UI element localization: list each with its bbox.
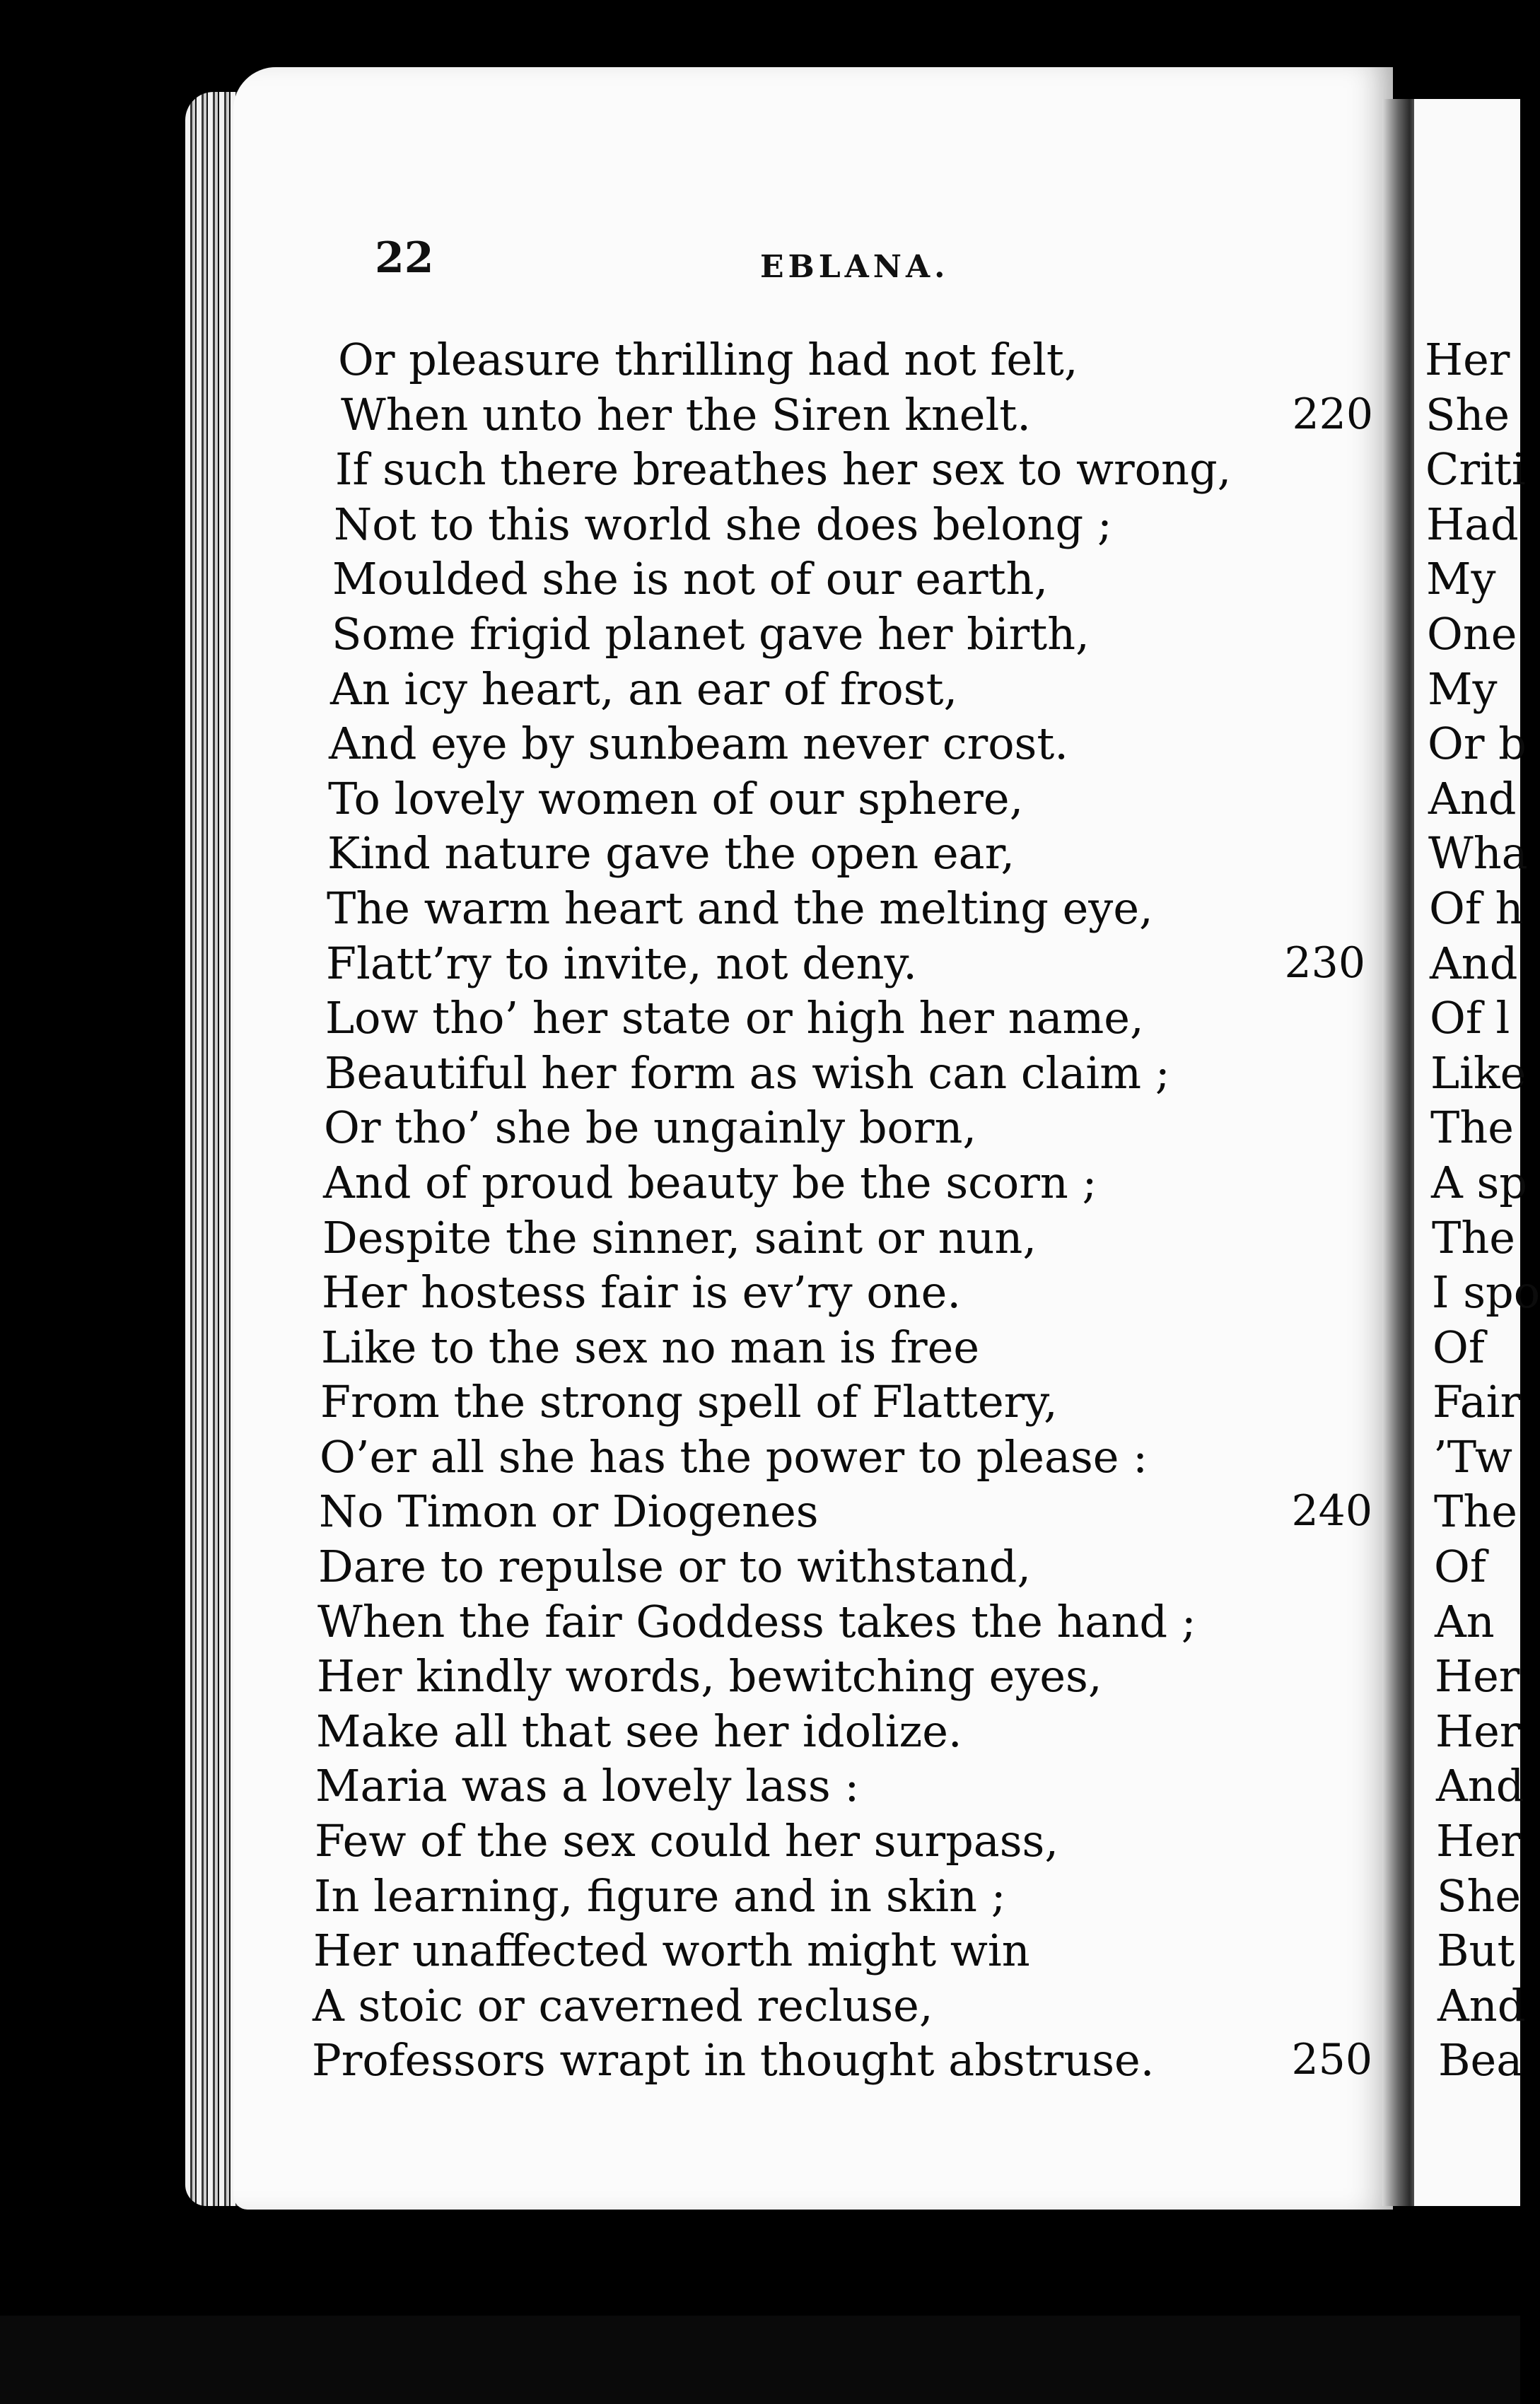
poem-line-text: An icy heart, an ear of frost, [330, 663, 958, 715]
poem-line-text: Not to this world she does belong ; [334, 498, 1112, 550]
facing-page-fragment: Like [1430, 1046, 1527, 1099]
poem-line [325, 991, 1365, 1046]
poem-line [326, 936, 1365, 991]
facing-page-fragment: And [1430, 937, 1518, 989]
line-number: 230 [1284, 938, 1365, 988]
poem-line [315, 1758, 1369, 1814]
facing-page-fragment: Of l [1430, 992, 1510, 1044]
facing-page-fragment: My [1428, 663, 1498, 715]
poem-line-text: When unto her the Siren knelt. [341, 388, 1031, 440]
poem-line-text: Some frigid planet gave her birth, [332, 607, 1090, 660]
poem-line [328, 771, 1360, 827]
poem-text [312, 332, 1373, 2088]
poem-line-text: And of proud beauty be the scorn ; [323, 1156, 1097, 1208]
poem-line [330, 662, 1363, 717]
facing-page-fragment: Her [1435, 1705, 1521, 1757]
facing-page-fragment: Her [1425, 334, 1510, 385]
poem-line-text: Like to the sex no man is free [321, 1321, 980, 1373]
page-header [375, 233, 1011, 290]
poem-line-text: The warm heart and the melting eye, [327, 882, 1153, 934]
poem-line-text: No Timon or Diogenes [319, 1486, 819, 1538]
facing-page-fragment: Fair [1433, 1376, 1522, 1428]
poem-line [321, 1320, 1360, 1375]
facing-page-fragment: I spo [1432, 1266, 1540, 1319]
facing-page-fragment: A sp [1431, 1156, 1527, 1208]
facing-page-fragment: Of h [1429, 882, 1524, 934]
poem-line [319, 1484, 1372, 1539]
facing-page-fragment: An [1435, 1595, 1495, 1647]
poem-line [313, 1923, 1367, 1978]
poem-line-text: Her kindly words, bewitching eyes, [317, 1650, 1102, 1703]
poem-line [313, 1978, 1366, 2034]
facing-page-fragment: The [1432, 1211, 1515, 1264]
poem-line-text: Her hostess fair is ev’ry one. [322, 1266, 962, 1319]
poem-line-text: Low tho’ her state or high her name, [325, 992, 1144, 1044]
poem-line-text: O’er all she has the power to please : [320, 1430, 1148, 1483]
running-head: EBLANA. [760, 249, 950, 285]
poem-line-text: And eye by sunbeam never crost. [329, 718, 1068, 770]
poem-line-text: Few of the sex could her surpass, [315, 1815, 1059, 1867]
poem-line [322, 1265, 1361, 1320]
facing-page-fragment: The [1434, 1486, 1517, 1538]
poem-line [334, 497, 1366, 552]
facing-page-fragment: Her [1435, 1650, 1520, 1703]
facing-page-fragment: She [1425, 388, 1510, 440]
facing-page-fragment: Had [1426, 498, 1519, 550]
poem-line [341, 387, 1373, 443]
poem-line-text: Professors wrapt in thought abstruse. [312, 2034, 1155, 2087]
facing-page-fragment: But [1437, 1925, 1515, 1977]
poem-line [323, 1155, 1363, 1210]
facing-page-fragment: And [1437, 1979, 1526, 2031]
poem-line [317, 1594, 1371, 1650]
poem-line [322, 1210, 1362, 1266]
poem-line [320, 1375, 1360, 1430]
poem-line [332, 607, 1364, 662]
line-number: 250 [1291, 2035, 1372, 2085]
poem-line [332, 552, 1365, 607]
facing-page-fragment: My [1426, 553, 1496, 605]
poem-line-text: To lovely women of our sphere, [328, 772, 1024, 824]
facing-page-fragment: One [1427, 607, 1517, 660]
facing-page-fragment: And [1428, 772, 1517, 824]
poem-line [335, 442, 1367, 497]
poem-line-text: From the strong spell of Flattery, [320, 1376, 1058, 1428]
poem-line-text: Dare to repulse or to withstand, [318, 1541, 1032, 1593]
poem-line-text: Flatt’ry to invite, not deny. [326, 937, 918, 989]
line-number: 220 [1292, 389, 1373, 439]
poem-line [315, 1814, 1368, 1869]
facing-page-fragment: Wha [1428, 827, 1528, 880]
facing-page-fragment: The [1430, 1102, 1514, 1154]
facing-page-fragments [1425, 332, 1540, 2088]
poem-line [327, 881, 1359, 936]
poem-line-text: In learning, figure and in skin ; [314, 1869, 1006, 1922]
line-number: 240 [1291, 1486, 1372, 1536]
poem-line-text: Or tho’ she be ungainly born, [324, 1102, 977, 1154]
poem-line-text: Her unaffected worth might win [313, 1925, 1030, 1977]
poem-line-text: Beautiful her form as wish can claim ; [325, 1046, 1170, 1099]
facing-page-fragment: Of [1433, 1321, 1485, 1373]
poem-line-text: Maria was a lovely lass : [315, 1760, 860, 1812]
poem-line-text: When the fair Goddess takes the hand ; [317, 1595, 1196, 1647]
page-number: 22 [375, 233, 434, 283]
facing-page-fragment: Criti [1425, 443, 1526, 496]
poem-line [324, 1100, 1363, 1155]
poem-line-text: Moulded she is not of our earth, [332, 553, 1049, 605]
facing-page-fragment: Her [1436, 1815, 1522, 1867]
poem-line [314, 1869, 1367, 1924]
poem-line [316, 1704, 1370, 1759]
facing-page-fragment: ’Tw [1433, 1430, 1512, 1483]
facing-page-fragment: She [1437, 1869, 1522, 1922]
poem-line [325, 1046, 1364, 1101]
poem-line [338, 332, 1370, 387]
scan-border [0, 2316, 1520, 2404]
poem-line-text: Or pleasure thrilling had not felt, [338, 334, 1078, 385]
poem-line-text: If such there breathes her sex to wrong, [335, 443, 1232, 496]
poem-line [312, 2033, 1372, 2088]
poem-line-text: Kind nature gave the open ear, [327, 827, 1015, 880]
poem-line [320, 1430, 1359, 1485]
facing-page-fragment: Of [1434, 1541, 1486, 1593]
poem-line-text: Make all that see her idolize. [316, 1705, 962, 1757]
poem-line-text: A stoic or caverned recluse, [313, 1979, 933, 2031]
poem-line [327, 826, 1360, 881]
facing-page-fragment: And [1436, 1760, 1524, 1812]
facing-page-fragment: Bea [1438, 2034, 1523, 2087]
facing-page-fragment: Or b [1428, 718, 1527, 770]
poem-line [329, 716, 1361, 771]
poem-line [317, 1649, 1370, 1704]
poem-line [318, 1539, 1372, 1594]
poem-line-text: Despite the sinner, saint or nun, [322, 1211, 1037, 1264]
